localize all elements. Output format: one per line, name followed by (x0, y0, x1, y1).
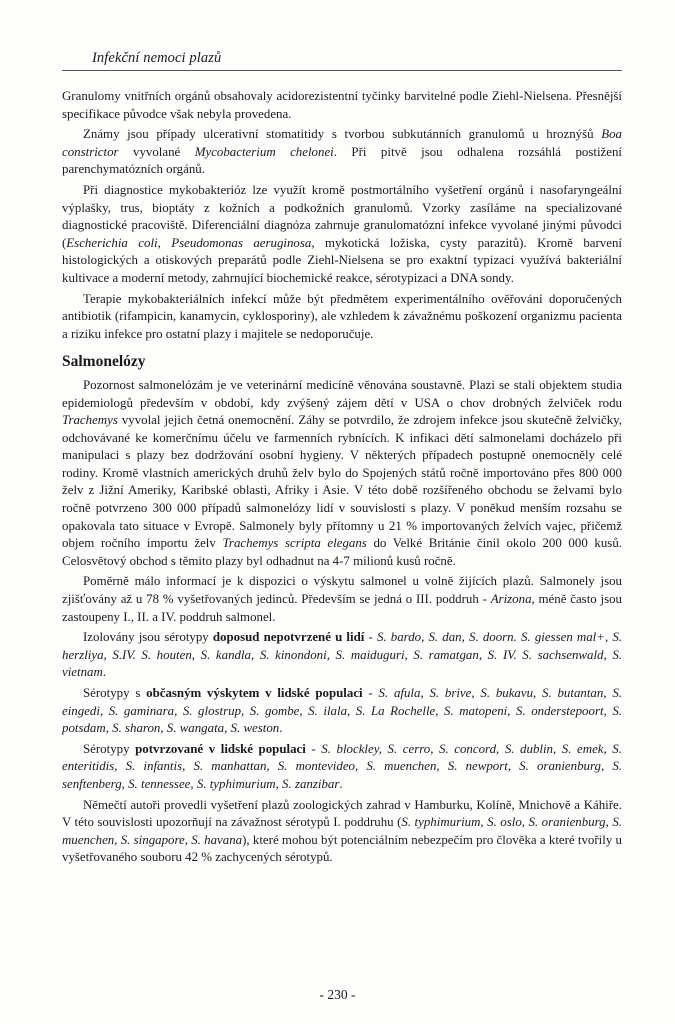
paragraph-german-authors: Němečtí autoři provedli vyšetření plazů zoologických zahrad v Hamburku, Kolíně, Mnichově a Káhiře. V této souvislosti upozorňují na závažnost sérotypů I. poddruhu (S. typhimurium, S. oslo, S. oranienburg, S. muenchen, S. singapore, S. havana), které mohou být potenciálním nebezpečím pro člověka a které tvořily u vyšetřovaného souboru 42 % zachycených sérotypů. (62, 797, 622, 865)
page-number: - 230 - (319, 987, 356, 1002)
paragraph-serotypes-occasional: Sérotypy s občasným výskytem v lidské populaci - S. afula, S. brive, S. bukavu, S. butantan, S. eingedi, S. gaminara, S. glostrup, S. gombe, S. ilala, S. La Rochelle, S. matopeni, S. onderstepoort, S. potsdam, S. sharon, S. wangata, S. weston. (62, 686, 622, 736)
page-body (62, 88, 622, 870)
paragraph-serotypes-unconfirmed: Izolovány jsou sérotypy doposud nepotvrzené u lidí - S. bardo, S. dan, S. doorn. S. giessen mal+, S. herzliya, S.IV. S. houten, S. kandla, S. kinondoni, S. maiduguri, S. ramatgan, S. IV. S. sachsenwald, S. vietnam. (62, 630, 622, 680)
paragraph-stomatitis: Známy jsou případy ulcerativní stomatitidy s tvorbou subkutánních granulomů u hroznýšů Boa constrictor vyvolané Mycobacterium chelonei. Při pitvě jsou odhalena rozsáhlá postižení parenchymatózních orgánů. (62, 127, 622, 177)
paragraph-therapy: Terapie mykobakteriálních infekcí může být předmětem experimentálního ověřování doporučených antibiotik (rifampicin, kanamycin, cyklosporiny), ale vzhledem k závažnému poškození organizmu pacienta a riziku infekce pro ostatní plazy i majitele se nedoporučuje. (62, 291, 622, 341)
paragraph-wild-reptiles: Poměrně málo informací je k dispozici o výskytu salmonel u volně žijících plazů. Salmonely jsou zjišťovány až u 78 % vyšetřovaných jedinců. Především se jedná o III. poddruh - Arizona, méně často jsou zastoupeny I., II. a IV. poddruh salmonel. (62, 574, 622, 624)
paragraph-diagnostics: Při diagnostice mykobakterióz lze využít kromě postmortálního vyšetření orgánů i nasofaryngeální výplašky, trus, bioptáty z kožních a podkožních granulomů. Vzorky zasíláme na specializované diagnostické pracoviště. Diferenciální diagnóza zahrnuje granulomatózní infekce vyvolané jinými původci (Escherichia coli, Pseudomonas aeruginosa, mykotická ložiska, cysty parazitů). Kromě barvení histologických a otiskových preparátů podle Ziehl-Nielsena se pro exaktní typizaci využívá bakteriální kultivace a moderní metody, zahrnující biochemické reakce, sérotypizaci a DNA sondy. (62, 182, 622, 285)
paragraph-serotypes-confirmed: Sérotypy potvrzované v lidské populaci - S. blockley, S. cerro, S. concord, S. dublin, S. emek, S. enteritidis, S. infantis, S. manhattan, S. montevideo, S. muenchen, S. newport, S. oranienburg, S. senftenberg, S. tennessee, S. typhimurium, S. zanzibar. (62, 741, 622, 791)
section-heading: Salmonelózy (62, 353, 146, 371)
running-head: Infekční nemoci plazů (92, 50, 222, 66)
paragraph-salmonella-intro: Pozornost salmonelózám je ve veterinární medicíně věnována soustavně. Plazi se stali objektem studia epidemiologů především v období, kdy zvýšený zájem dětí v USA o chov drobných želviček rodu Trachemys vyvolal jejich četná onemocnění. Záhy se potvrdilo, že zdrojem infekce jsou skutečně želvičky, odchovávané ke komerčnímu účelu ve farmenních rybnících. K infikaci dětí salmonelami docházelo při manipulaci s plazy bez dodržování osobní hygieny. V některých případech postupně onemocněly celé rodiny. Kromě vlastních amerických druhů želv bylo do Spojených států ročně importováno přes 800 000 želv z Jižní Ameriky, Karibské oblasti, Afriky i Asie. V této době rozšířeného obchodu se želvami bylo ročně potvrzeno 300 000 případů salmonelózy lidí v souvislosti s plazy. V poněkud menším rozsahu se opakovala tato situace v Evropě. Salmonely byly přítomny u 21 % importovaných želvích vajec, přičemž objem ročního importu želv Trachemys scripta elegans do Velké Británie činil okolo 200 000 kusů. Celosvětový obchod s těmito plazy byl odhadnut na 4-7 milionů kusů ročně. (62, 377, 622, 568)
paragraph-granulomas: Granulomy vnitřních orgánů obsahovaly acidorezistentní tyčinky barvitelné podle Ziehl-Nielsena. Přesnější specifikace původce však nebyla provedena. (62, 89, 622, 121)
header-rule (62, 70, 622, 71)
